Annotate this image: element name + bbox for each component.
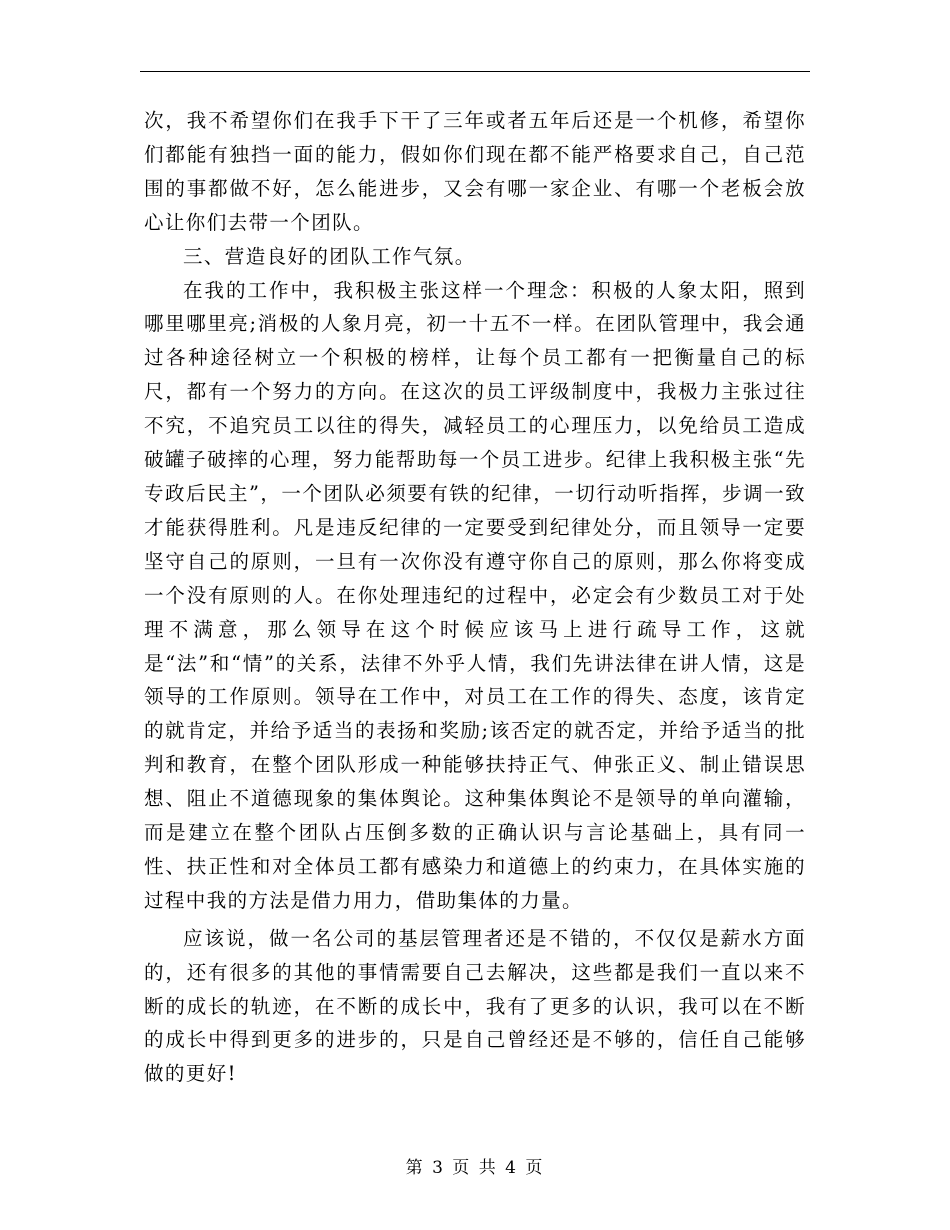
section-heading: 三、营造良好的团队工作气氛。	[183, 244, 476, 268]
header-rule	[140, 71, 810, 72]
paragraph-conclusion: 应该说，做一名公司的基层管理者还是不错的，不仅仅是薪水方面的，还有很多的其他的事情需要自己去解决，这些都是我们一直以来不断的成长的轨迹，在不断的成长中，我有了更多的认识，我可以在不断的成长中得到更多的进步的，只是自己曾经还是不够的，信任自己能够做的更好!	[144, 926, 806, 1086]
paragraph-continuation: 次，我不希望你们在我手下干了三年或者五年后还是一个机修，希望你们都能有独挡一面的能力，假如你们现在都不能严格要求自己，自己范围的事都做不好，怎么能进步，又会有哪一家企业、有哪一个老板会放心让你们去带一个团队。	[144, 109, 806, 234]
document-body	[144, 104, 806, 1091]
paragraph-team-atmosphere: 在我的工作中，我积极主张这样一个理念：积极的人象太阳，照到哪里哪里亮;消极的人象月亮，初一十五不一样。在团队管理中，我会通过各种途径树立一个积极的榜样，让每个员工都有一把衡量自己的标尺，都有一个努力的方向。在这次的员工评级制度中，我极力主张过往不究，不追究员工以往的得失，减轻员工的心理压力，以免给员工造成破罐子破摔的心理，努力能帮助每一个员工进步。纪律上我积极主张“先专政后民主”，一个团队必须要有铁的纪律，一切行动听指挥，步调一致才能获得胜利。凡是违反纪律的一定要受到纪律处分，而且领导一定要坚守自己的原则，一旦有一次你没有遵守你自己的原则，那么你将变成一个没有原则的人。在你处理违纪的过程中，必定会有少数员工对于处理不满意，那么领导在这个时候应该马上进行疏导工作，这就是“法”和“情”的关系，法律不外乎人情，我们先讲法律在讲人情，这是领导的工作原则。领导在工作中，对员工在工作的得失、态度，该肯定的就肯定，并给予适当的表扬和奖励;该否定的就否定，并给予适当的批判和教育，在整个团队形成一种能够扶持正气、伸张正义、制止错误思想、阻止不道德现象的集体舆论。这种集体舆论不是领导的单向灌输，而是建立在整个团队占压倒多数的正确认识与言论基础上，具有同一性、扶正性和对全体员工都有感染力和道德上的约束力，在具体实施的过程中我的方法是借力用力，借助集体的力量。	[144, 278, 806, 912]
page-number: 第 3 页 共 4 页	[405, 1158, 545, 1178]
